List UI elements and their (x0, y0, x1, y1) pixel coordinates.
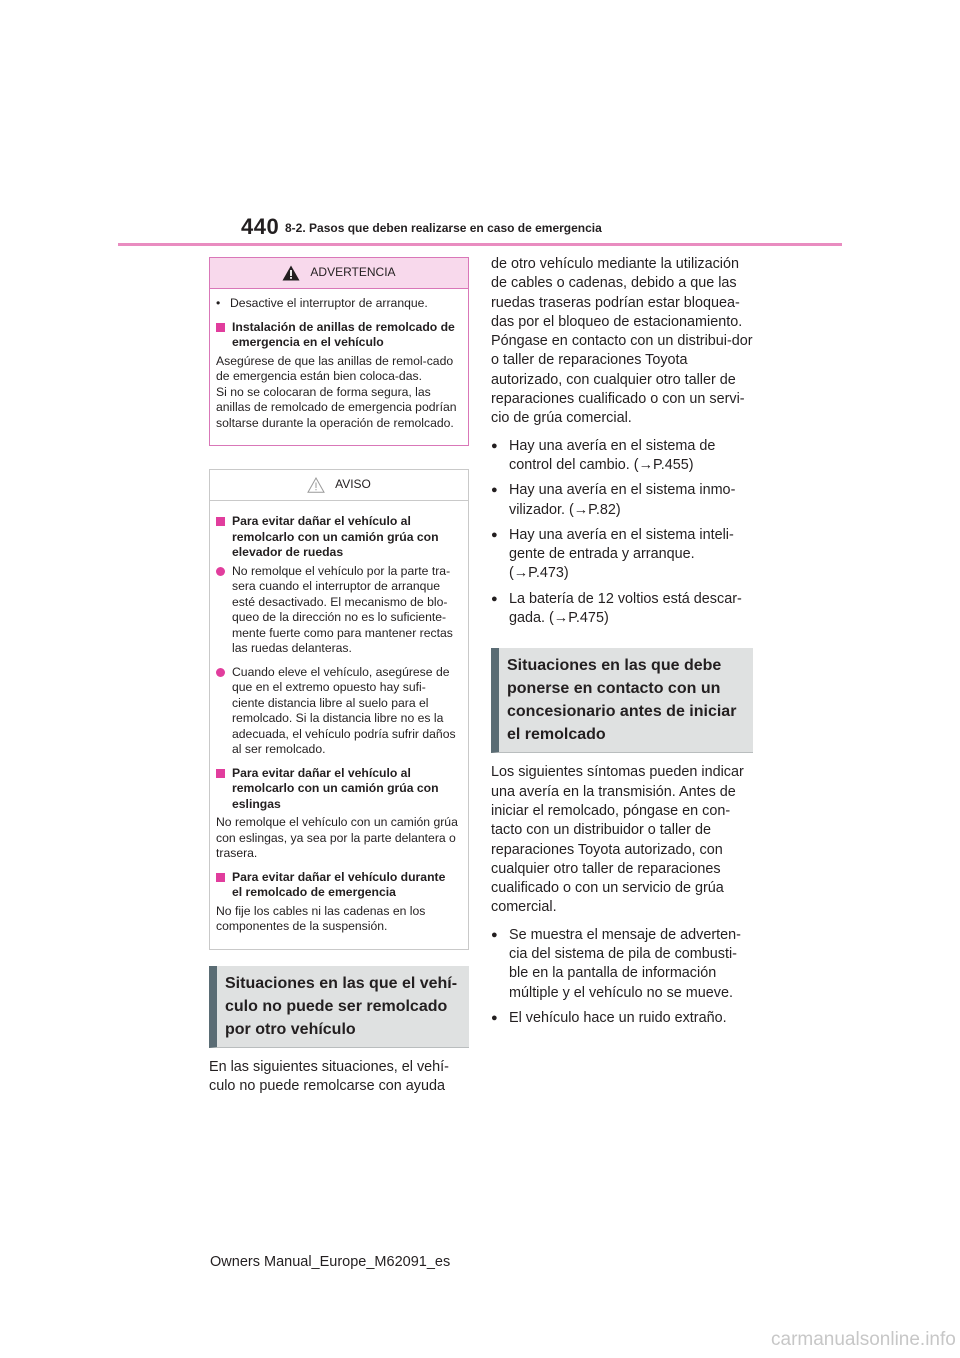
square-bullet-icon (216, 323, 225, 332)
caution-outline-icon (307, 477, 325, 493)
list-item-text: Desactive el interruptor de arranque. (230, 296, 428, 310)
notice-subheading: Para evitar dañar el vehículo al remolcarlo con un camión grúa con eslingas (216, 766, 458, 813)
bullet-list (491, 437, 753, 629)
page-number: 440 (241, 214, 280, 239)
list-item (491, 1009, 753, 1028)
bullet-dot-icon: ● (491, 439, 498, 452)
body-paragraph: Los siguientes síntomas pueden indicar una avería en la transmisión. Antes de iniciar el remolcado, póngase en con-tacto con un distribuidor o taller de reparaciones Toyota autorizado, con cualquier otro taller de reparaciones cualificado o con un servicio de grúa comercial. (491, 764, 744, 916)
list-item-text: Hay una avería en el sistema inteli-gente de entrada y arranque. (→P.473) (509, 526, 734, 582)
notice-subheading: Para evitar dañar el vehículo durante el remolcado de emergencia (216, 870, 458, 901)
warning-box-header (210, 258, 468, 289)
warning-title: ADVERTENCIA (310, 265, 396, 280)
body-paragraph: En las siguientes situaciones, el vehí-culo no puede remolcarse con ayuda (209, 1058, 449, 1094)
list-item-text: No remolque el vehículo por la parte tra-sera cuando el interruptor de arranque esté desactivado. El mecanismo de blo-queo de la dirección no es lo suficiente-mente fuerte como para mantener rectas las ruedas delanteras. (232, 563, 453, 655)
list-item-text: Se muestra el mensaje de adverten-cia del sistema de pila de combusti-ble en la pantalla de información múltiple y el vehículo no se mueve. (509, 926, 741, 1001)
list-item (491, 926, 753, 1003)
bullet-list (491, 926, 753, 1028)
notice-box-header (210, 470, 468, 501)
section-heading: Situaciones en las que el vehí-culo no puede ser remolcado por otro vehículo (209, 966, 469, 1048)
list-item (491, 481, 753, 520)
bullet-dot-icon: ● (491, 484, 498, 497)
bullet-dot-icon: ● (491, 1011, 498, 1024)
notice-subheading: Para evitar dañar el vehículo al remolcarlo con un camión grúa con elevador de ruedas (216, 514, 458, 561)
page-header (0, 0, 960, 250)
list-item-text: La batería de 12 voltios está descar-gada. (→P.475) (509, 590, 742, 627)
square-bullet-icon (216, 769, 225, 778)
section-title: 8-2. Pasos que deben realizarse en caso de emergencia (285, 221, 602, 235)
square-bullet-icon (216, 873, 225, 882)
left-column (209, 257, 469, 1096)
header-divider (118, 243, 842, 246)
list-item (216, 564, 458, 657)
bullet-dot-icon: ● (491, 928, 498, 941)
list-item-text: Cuando eleve el vehículo, asegúrese de que en el extremo opuesto hay sufi-ciente distancia libre al suelo para el remolcado. Si la distancia libre no es la adecuada, el vehículo podría sufrir daños al ser remolcado. (232, 664, 456, 756)
bullet-dot-icon: ● (491, 592, 498, 605)
list-item (216, 665, 458, 758)
list-item-text: El vehículo hace un ruido extraño. (509, 1009, 727, 1026)
page-footer: Owners Manual_Europe_M62091_es (210, 1254, 451, 1270)
circle-bullet-icon (216, 668, 225, 677)
list-item (216, 296, 458, 312)
warning-box (209, 257, 469, 446)
circle-bullet-icon (216, 567, 225, 576)
list-item (491, 590, 753, 629)
watermark: carmanualsonline.info (771, 1329, 956, 1350)
warning-text: Asegúrese de que las anillas de remol-cado de emergencia están bien coloca-das. Si no se colocaran de forma segura, las anillas de remolcado de emergencia podrían soltarse durante la operación de remolcado. (216, 353, 457, 430)
list-item-text: Hay una avería en el sistema de control del cambio. (→P.455) (509, 437, 716, 473)
notice-title: AVISO (335, 477, 371, 492)
list-item-text: Hay una avería en el sistema inmo-vilizador. (→P.82) (509, 482, 736, 518)
warning-icon (282, 265, 300, 281)
warning-subheading: Instalación de anillas de remolcado de emergencia en el vehículo (216, 320, 458, 351)
body-paragraph: de otro vehículo mediante la utilización de cables o cadenas, debido a que las ruedas traseras podrían estar bloquea-das por el bloqueo de estacionamiento. Póngase en contacto con un distribui-dor o taller de reparaciones Toyota autorizado, con cualquier otro taller de reparaciones cualificado o con un servi-cio de grúa comercial. (491, 256, 753, 427)
notice-box (209, 469, 469, 950)
bullet-dot-icon: ● (491, 528, 498, 541)
notice-text: No remolque el vehículo con un camión grúa con eslingas, ya sea por la parte delantera o trasera. (216, 815, 458, 860)
list-item (491, 437, 753, 476)
list-item (491, 526, 753, 584)
bullet-dot-icon: • (216, 296, 221, 310)
notice-text: No fije los cables ni las cadenas en los componentes de la suspensión. (216, 903, 426, 933)
section-heading: Situaciones en las que debe ponerse en contacto con un concesionario antes de iniciar el remolcado (491, 648, 753, 753)
right-column (491, 255, 753, 1034)
square-bullet-icon (216, 517, 225, 526)
